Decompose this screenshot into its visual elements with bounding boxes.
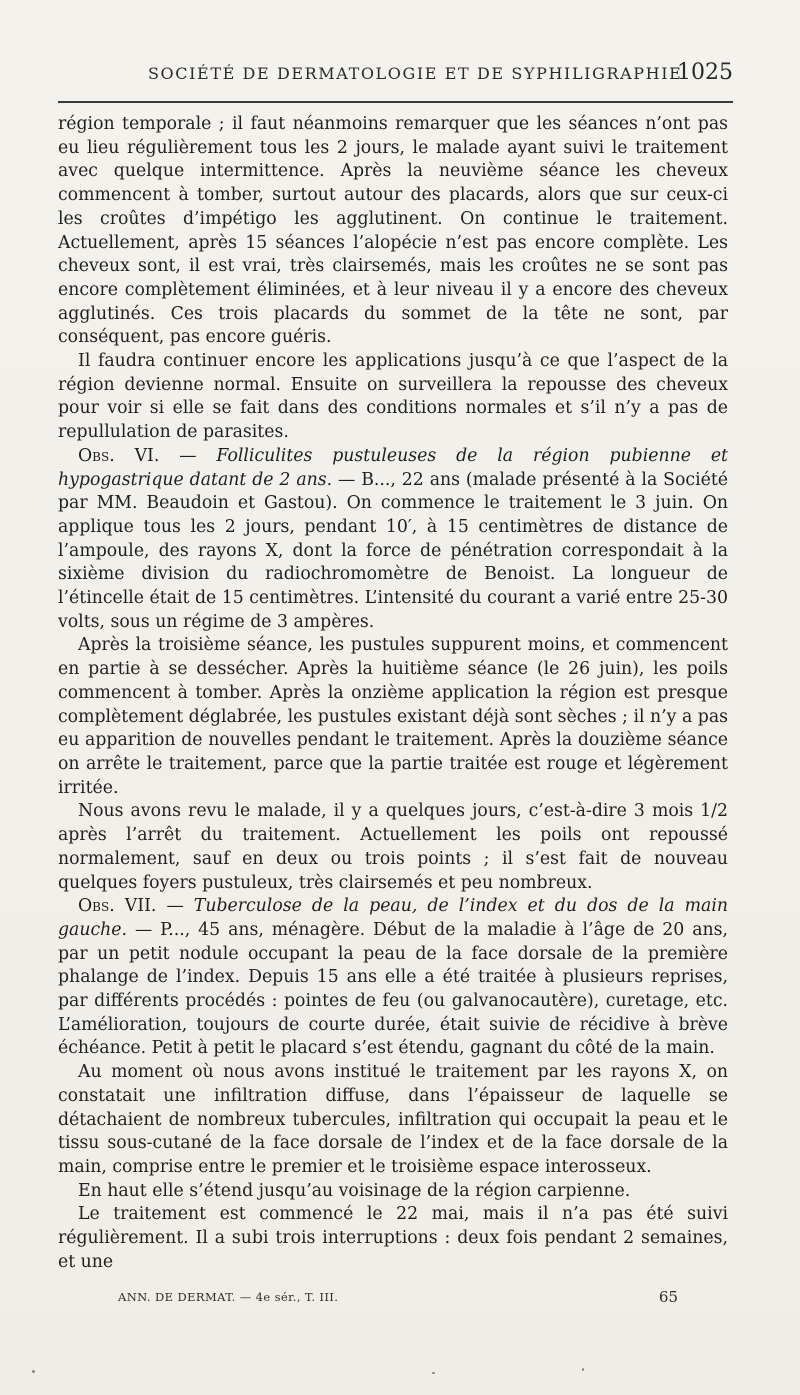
signature-mark: 65: [658, 1288, 678, 1306]
page-footer: [118, 1290, 678, 1310]
observation-title: Folliculites pustuleuses de la région pubienne et hypogastrique datant de 2 ans.: [58, 445, 728, 490]
paper-speck: [432, 1372, 435, 1374]
paragraph-9: Le traitement est commencé le 22 mai, mais il n’a pas été suivi régulièrement. Il a subi trois interruptions : deux fois pendant 2 semaines, et une: [58, 1204, 728, 1272]
observation-label: Obs. VII.: [78, 896, 157, 917]
observation-7-paragraph: Obs. VII. — Tuberculose de la peau, de l’index et du dos de la main gauche. — P..., 45 ans, ménagère. Début de la maladie à l’âge de 20 ans, par un petit nodule occupant la peau de la face dorsale de la première phalange de l’index. Depuis 15 ans elle a été traitée à plusieurs reprises, par différents procédés : pointes de feu (ou galvanocautère), curetage, etc. L’amélioration, toujours de courte durée, était suivie de récidive à brève échéance. Petit à petit le placard s’est étendu, gagnant du côté de la main.: [58, 896, 728, 1059]
observation-6-paragraph: Obs. VI. — Folliculites pustuleuses de la région pubienne et hypogastrique datant de 2 ans. — B..., 22 ans (malade présenté à la Société par MM. Beaudoin et Gastou). On commence le traitement le 3 juin. On applique tous les 2 jours, pendant 10′, à 15 centimètres de distance de l’ampoule, des rayons X, dont la force de pénétration correspondait à la sixième division du radiochromomètre de Benoist. La longueur de l’étincelle était de 15 centimètres. L’intensité du courant a varié entre 25-30 volts, sous un régime de 3 ampères.: [58, 445, 729, 632]
observation-title: Tuberculose de la peau, de l’index et du dos de la main gauche.: [58, 896, 728, 940]
running-title: SOCIÉTÉ DE DERMATOLOGIE ET DE SYPHILIGRAPHIE: [148, 64, 683, 83]
paragraph-4: Après la troisième séance, les pustules suppurent moins, et commencent en partie à se dessécher. Après la huitième séance (le 26 juin), les poils commencent à tomber. Après la onzième application la région est presque complètement déglabrée, les pustules existant déjà sont sèches ; il n’y a pas eu apparition de nouvelles pendant le traitement. Après la douzième séance on arrête le traitement, parce que la partie traitée est rouge et légèrement irritée.: [58, 635, 728, 798]
paragraph-1: région temporale ; il faut néanmoins remarquer que les séances n’ont pas eu lieu régulièrement tous les 2 jours, le malade ayant suivi le traitement avec quelque intermittence. Après la neuvième séance les cheveux commencent à tomber, surtout autour des placards, alors que sur ceux-ci les croûtes d’impétigo les agglutinent. On continue le traitement. Actuellement, après 15 séances l’alopécie n’est pas encore complète. Les cheveux sont, il est vrai, très clairsemés, mais les croûtes ne se sont pas encore complètement éliminées, et à leur niveau il y a encore des cheveux agglutinés. Ces trois placards du sommet de la tête ne sont, par conséquent, pas encore guéris.: [58, 114, 728, 348]
page-header: [58, 62, 733, 88]
header-rule: [58, 101, 733, 103]
observation-label: Obs. VI.: [78, 445, 160, 466]
paragraph-7: Au moment où nous avons institué le traitement par les rayons X, on constatait une infiltration diffuse, dans l’épaisseur de laquelle se détachaient de nombreux tubercules, infiltration qui occupait la peau et le tissu sous-cutané de la face dorsale de l’index et de la face dorsale de la main, comprise entre le premier et le troisième espace interosseux.: [58, 1062, 728, 1177]
paragraph-5: Nous avons revu le malade, il y a quelques jours, c’est-à-dire 3 mois 1/2 après l’arrêt du traitement. Actuellement les poils ont repoussé normalement, sauf en deux ou trois points ; il s’est fait de nouveau quelques foyers pustuleux, très clairsemés et peu nombreux.: [58, 801, 728, 893]
paragraph-8: En haut elle s’étend jusqu’au voisinage de la région carpienne.: [78, 1180, 631, 1201]
paper-speck: [582, 1368, 584, 1371]
body-text: [58, 113, 728, 1274]
paper-speck: [32, 1370, 35, 1373]
journal-reference: ANN. DE DERMAT. — 4e sér., T. III.: [118, 1290, 339, 1304]
paragraph-2: Il faudra continuer encore les applications jusqu’à ce que l’aspect de la région devienne normal. Ensuite on surveillera la repousse des cheveux pour voir si elle se fait dans des conditions normales et s’il n’y a pas de repullulation de parasites.: [58, 351, 728, 443]
page-number: 1025: [677, 60, 733, 85]
